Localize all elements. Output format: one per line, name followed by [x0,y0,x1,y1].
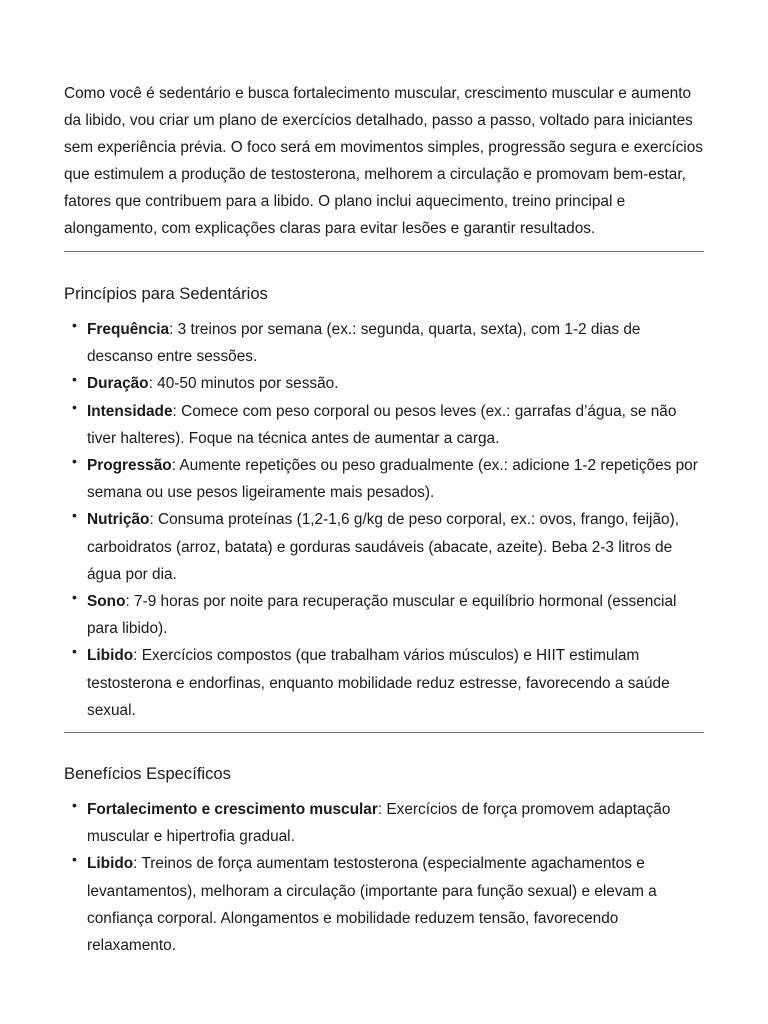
bullet-icon: • [72,589,77,606]
item-text: : Exercícios de força promovem adaptação muscular e hipertrofia gradual. [87,801,671,846]
item-term: Intensidade [87,402,173,420]
list-item [64,796,704,850]
bullet-icon: • [72,371,77,388]
list-item [64,370,704,397]
item-term: Frequência [87,321,170,338]
bullet-icon: • [72,453,77,470]
item-term: Libido [87,855,134,873]
list-item [64,316,704,370]
item-term: Nutrição [87,511,150,529]
item-term: Libido [87,647,134,665]
principles-heading: Princípios para Sedentários [64,284,268,303]
principles-list [64,316,704,724]
list-item [64,642,704,724]
item-term: Sono [87,593,126,611]
item-text: : 7-9 horas por noite para recuperação muscular e equilíbrio hormonal (essencial para libido). [87,593,677,638]
intro-paragraph: Como você é sedentário e busca fortalecimento muscular, crescimento muscular e aumento da libido, vou criar um plano de exercícios detalhado, passo a passo, voltado para iniciantes sem experiência prévia. O foco será em movimentos simples, progressão segura e exercícios que estimulem a produção de testosterona, melhorem a circulação e promovam bem-estar, fatores que contribuem para a libido. O plano inclui aquecimento, treino principal e alongamento, com explicações claras para evitar lesões e garantir resultados. [64,85,703,237]
item-text: : Comece com peso corporal ou pesos leves (ex.: garrafas d’água, se não tiver halteres). Foque na técnica antes de aumentar a carga. [87,402,677,447]
list-item [64,452,704,506]
bullet-icon: • [72,643,77,660]
list-item [64,398,704,452]
item-term: Progressão [87,457,172,475]
section-divider [64,732,704,733]
item-text: : Aumente repetições ou peso gradualmente (ex.: adicione 1-2 repetições por semana ou use pesos ligeiramente mais pesados). [87,457,698,502]
item-term: Fortalecimento e crescimento muscular [87,801,378,819]
bullet-icon: • [72,507,77,524]
item-text: : Consuma proteínas (1,2-1,6 g/kg de peso corporal, ex.: ovos, frango, feijão), carboidratos (arroz, batata) e gorduras saudáveis (abacate, azeite). Beba 2-3 litros de água por dia. [87,511,679,583]
benefits-heading: Benefícios Específicos [64,764,231,784]
bullet-icon: • [72,317,77,333]
item-text: : Treinos de força aumentam testosterona (especialmente agachamentos e levantamentos), melhoram a circulação (importante para função sexual) e elevam a confiança corporal. Alongamentos e mobilidade reduzem tensão, favorecendo relaxamento. [87,855,657,955]
item-text: : Exercícios compostos (que trabalham vários músculos) e HIIT estimulam testosterona e endorfinas, enquanto mobilidade reduz estresse, favorecendo a saúde sexual. [87,647,670,719]
item-text: : 40-50 minutos por sessão. [148,375,339,393]
item-term: Duração [87,375,149,393]
bullet-icon: • [72,851,77,868]
item-text: : 3 treinos por semana (ex.: segunda, quarta, sexta), com 1-2 dias de descanso entre sessões. [87,321,641,366]
bullet-icon: • [72,398,77,415]
list-item [64,588,704,642]
list-item [64,850,704,959]
section-divider [64,251,704,252]
benefits-list [64,796,704,959]
document-page [64,80,704,959]
list-item [64,506,704,588]
bullet-icon: • [72,797,77,814]
